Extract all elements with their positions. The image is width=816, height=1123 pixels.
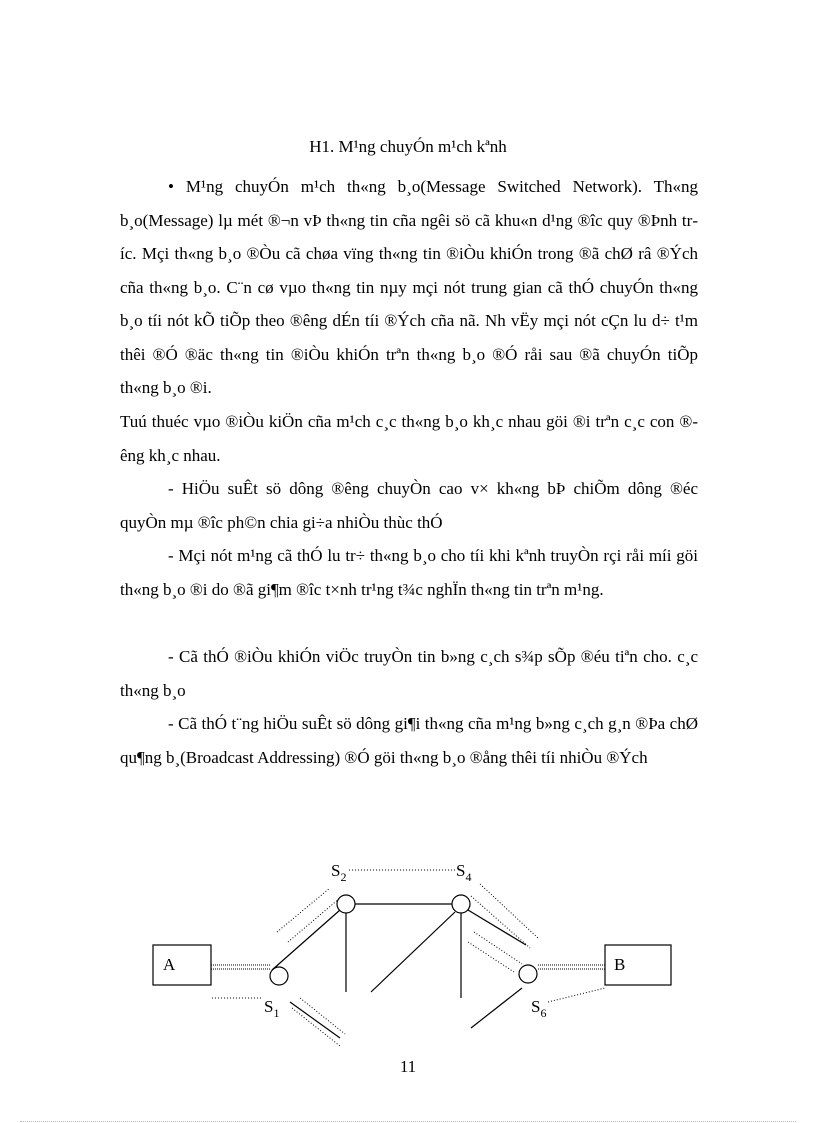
paragraph-store-forward: - Mçi nót m¹ng cã thÓ lu tr÷ th«ng b¸o cho tíi khi kªnh truyÒn rçi råi míi göi th«ng b¸o ®i do ®ã gi¶m ®îc t×nh tr¹ng t¾c nghÏn th«ng tin trªn m¹ng. bbox=[120, 546, 698, 599]
switch-s4-label: $S_4$ bbox=[456, 861, 472, 884]
link-s1-lower bbox=[290, 1002, 340, 1038]
link-s4-cross bbox=[371, 912, 455, 992]
host-a-label: A bbox=[163, 955, 176, 974]
host-b-label: B bbox=[614, 955, 626, 974]
link-s1-s2 bbox=[272, 910, 340, 970]
link-a-s1 bbox=[211, 965, 270, 969]
link-s6-lower bbox=[471, 988, 522, 1028]
paragraph-message-switched-network: • M¹ng chuyÓn m¹ch th«ng b¸o(Message Switched Network). Th«ng b¸o(Message) lµ mét ®¬n vÞ th«ng tin cña ngêi sö cã khu«n d¹ng ®îc quy ®Þnh tríc. Mçi th«ng b¸o ®Òu cã chøa vïng th«ng tin ®iÒu khiÓn trong ®ã chØ râ ®Ých cña th«ng b¸o. C¨n cø vµo th«ng tin nµy mçi nót trung gian cã thÓ chuyÓn th«ng b¸o tíi nót kÕ tiÕp theo ®êng dÉn tíi ®Ých cña nã. Nh vËy mçi nót cÇn lu d÷ t¹m thêi ®Ó ®äc th«ng tin ®iÒu khiÓn trªn th«ng b¸o ®Ó råi sau ®ã chuyÓn tiÕp th«ng b¸o ®i. bbox=[120, 177, 698, 397]
figure-caption: H1. M¹ng chuyÓn m¹ch kªnh bbox=[309, 137, 507, 156]
paragraph-priority: - Cã thÓ ®iÒu khiÓn viÖc truyÒn tin b»ng c¸ch s¾p sÕp ®éu tiªn cho. c¸c th«ng b¸o bbox=[120, 647, 698, 700]
switch-s1-label: $S_1$ bbox=[264, 997, 280, 1020]
paragraph-routing: Tuú thuéc vµo ®iÒu kiÖn cña m¹ch c¸c th«ng b¸o kh¸c nhau göi ®i trªn c¸c con ®êng kh¸c nhau. bbox=[120, 412, 698, 465]
host-a-box bbox=[153, 945, 211, 985]
paragraph-efficiency: - HiÖu suÊt sö dông ®êng chuyÒn cao v× kh«ng bÞ chiÕm dông ®éc quyÒn mµ ®îc ph©n chia gi÷a nhiÒu thùc thÓ bbox=[120, 479, 698, 532]
switch-s6-label: $S_6$ bbox=[531, 997, 547, 1020]
link-s6-b bbox=[538, 965, 605, 969]
network-diagram bbox=[0, 840, 816, 1070]
switch-s4 bbox=[452, 895, 470, 913]
link-s4-s6 bbox=[468, 910, 526, 945]
page-bottom-rule bbox=[20, 1121, 796, 1122]
switch-s2-label: $S_2$ bbox=[331, 861, 347, 884]
page-number: 11 bbox=[399, 1057, 417, 1076]
paragraph-broadcast: - Cã thÓ t¨ng hiÖu suÊt sö dông gi¶i th«ng cña m¹ng b»ng c¸ch g¸n ®Þa chØ qu¶ng b¸(Broadcast Addressing) ®Ó göi th«ng b¸o ®ång thêi tíi nhiÒu ®Ých bbox=[120, 714, 698, 767]
switch-s6 bbox=[519, 965, 537, 983]
